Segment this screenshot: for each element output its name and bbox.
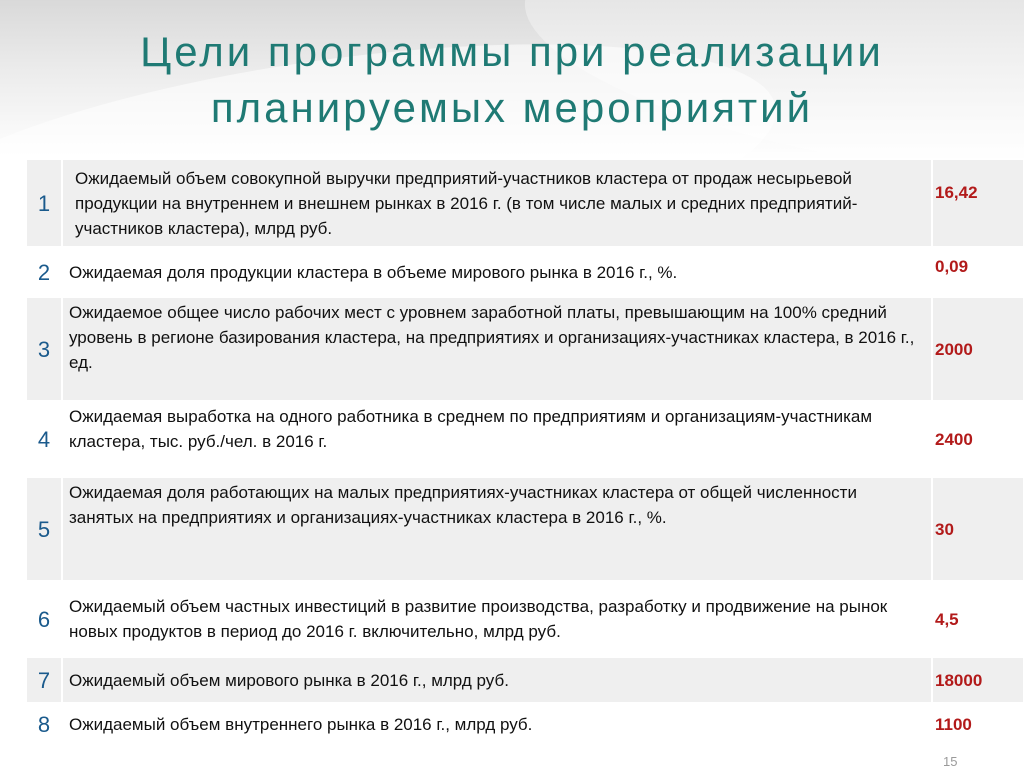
row-number: 2	[26, 247, 62, 297]
row-value: 0,09	[932, 247, 1024, 297]
slide-title	[0, 24, 1024, 136]
row-description: Ожидаемая доля работающих на малых предприятиях-участниках кластера от общей численности занятых на предприятиях и организациях-участниках кластера в 2016 г., %.	[62, 477, 932, 581]
row-number: 8	[26, 703, 62, 745]
row-description: Ожидаемый объем мирового рынка в 2016 г., млрд руб.	[62, 657, 932, 703]
table-row	[26, 657, 1024, 703]
table-row	[26, 247, 1024, 297]
slide-title-line-2: планируемых мероприятий	[210, 84, 814, 131]
row-value: 2000	[932, 297, 1024, 401]
row-value: 1100	[932, 703, 1024, 745]
row-value: 4,5	[932, 581, 1024, 657]
row-description: Ожидаемый объем совокупной выручки предприятий-участников кластера от продаж несырьевой продукции на внутреннем и внешнем рынках в 2016 г. (в том числе малых и средних предприятий-участников кластера), млрд руб.	[62, 159, 932, 247]
table-row	[26, 401, 1024, 477]
slide-title-line-1: Цели программы при реализации	[140, 28, 884, 75]
row-number: 4	[26, 401, 62, 477]
row-number: 6	[26, 581, 62, 657]
row-description: Ожидаемый объем внутреннего рынка в 2016 г., млрд руб.	[62, 703, 932, 745]
row-number: 5	[26, 477, 62, 581]
table-row	[26, 159, 1024, 247]
row-value: 16,42	[932, 159, 1024, 247]
row-description: Ожидаемый объем частных инвестиций в развитие производства, разработку и продвижение на рынок новых продуктов в период до 2016 г. включительно, млрд руб.	[62, 581, 932, 657]
goals-table	[25, 158, 1024, 746]
row-value: 2400	[932, 401, 1024, 477]
table-row	[26, 477, 1024, 581]
row-number: 1	[26, 159, 62, 247]
row-description: Ожидаемая доля продукции кластера в объеме мирового рынка в 2016 г., %.	[62, 247, 932, 297]
table-row	[26, 297, 1024, 401]
row-value: 30	[932, 477, 1024, 581]
row-number: 3	[26, 297, 62, 401]
table-row	[26, 581, 1024, 657]
table-row	[26, 703, 1024, 745]
row-value: 18000	[932, 657, 1024, 703]
row-description: Ожидаемая выработка на одного работника в среднем по предприятиям и организациям-участникам кластера, тыс. руб./чел. в 2016 г.	[62, 401, 932, 477]
row-description: Ожидаемое общее число рабочих мест с уровнем заработной платы, превышающим на 100% средний уровень в регионе базирования кластера, на предприятиях и организациях-участниках кластера, в 2016 г., ед.	[62, 297, 932, 401]
row-number: 7	[26, 657, 62, 703]
page-number: 15	[943, 754, 958, 769]
